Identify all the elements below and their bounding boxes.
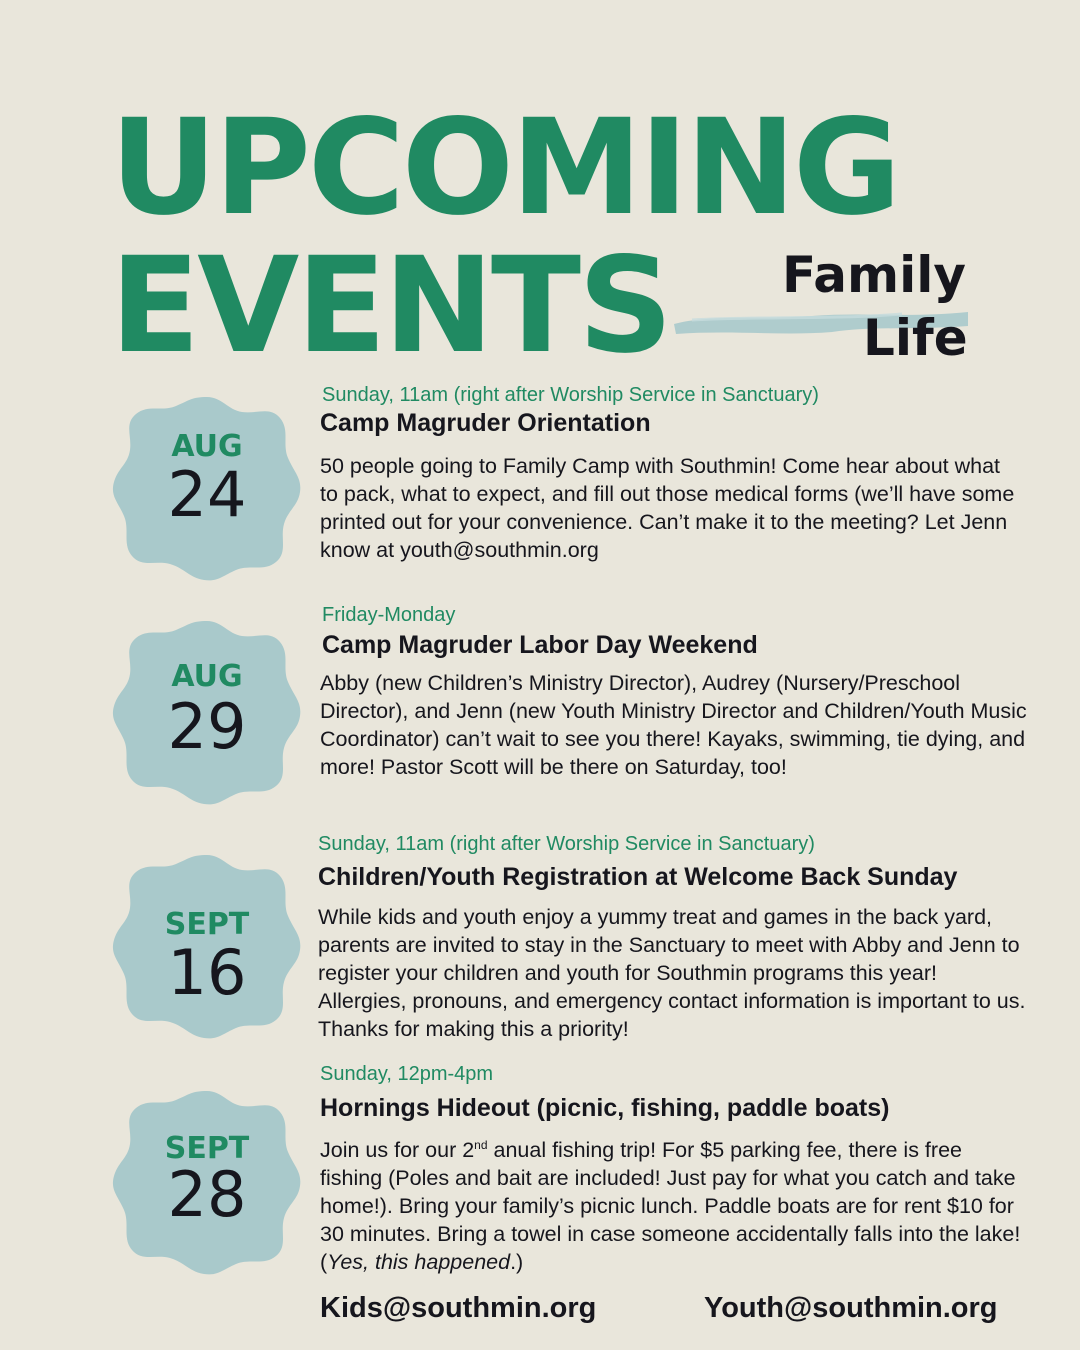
event-title: Hornings Hideout (picnic, fishing, paddle boats) [320, 1094, 890, 1122]
date-badge [112, 1086, 302, 1276]
date-badge [112, 850, 302, 1040]
title-upcoming: UPCOMING [110, 91, 899, 245]
event-description: 50 people going to Family Camp with Southmin! Come hear about what to pack, what to expect, and fill out those medical forms (we’ll have some printed out for your convenience. Can’t make it to the meeting? Let Jenn know at youth@southmin.org [320, 454, 1015, 562]
event-title: Children/Youth Registration at Welcome Back Sunday [318, 863, 958, 891]
badge-month: AUG [171, 659, 243, 694]
badge-month: AUG [171, 429, 243, 464]
event-description: While kids and youth enjoy a yummy treat and games in the back yard, parents are invited to stay in the Sanctuary to meet with Abby and Jenn to register your children and youth for Southmin programs this year! Allergies, pronouns, and emergency contact information is important to us. Thanks for making this a priority! [318, 905, 1026, 1041]
youth-email-link[interactable]: Youth@southmin.org [704, 1292, 998, 1324]
subtitle-life: Life [863, 309, 968, 367]
event-time: Sunday, 11am (right after Worship Service in Sanctuary) [322, 384, 819, 406]
badge-day: 16 [167, 936, 247, 1009]
date-badge [112, 616, 302, 806]
event-time: Friday-Monday [322, 604, 456, 626]
event-title: Camp Magruder Labor Day Weekend [322, 631, 758, 659]
subtitle-family: Family [782, 246, 966, 304]
badge-day: 28 [167, 1158, 247, 1231]
event-time: Sunday, 11am (right after Worship Service in Sanctuary) [318, 833, 815, 855]
kids-email-link[interactable]: Kids@southmin.org [320, 1292, 597, 1324]
date-badge [112, 392, 302, 582]
badge-month: SEPT [164, 907, 250, 942]
event-description: Join us for our 2nd anual fishing trip! For $5 parking fee, there is free fishing (Poles and bait are included! Just pay for what you catch and take home!). Bring your family’s picnic lunch. Paddle boats are for rent $10 for 30 minutes. Bring a towel in case someone accidentally falls into the lake! (Yes, this happened.) [320, 1137, 1021, 1274]
event-title: Camp Magruder Orientation [320, 409, 651, 437]
event-description: Abby (new Children’s Ministry Director), Audrey (Nursery/Preschool Director), and Jenn (new Youth Ministry Director and Children/Youth Music Coordinator) can’t wait to see you there! Kayaks, swimming, tie dying, and more! Pastor Scott will be there on Saturday, too! [320, 671, 1027, 779]
badge-day: 24 [167, 458, 247, 531]
badge-day: 29 [167, 690, 247, 763]
title-events: EVENTS [110, 229, 671, 383]
event-time: Sunday, 12pm-4pm [320, 1063, 494, 1085]
badge-month: SEPT [164, 1131, 250, 1166]
